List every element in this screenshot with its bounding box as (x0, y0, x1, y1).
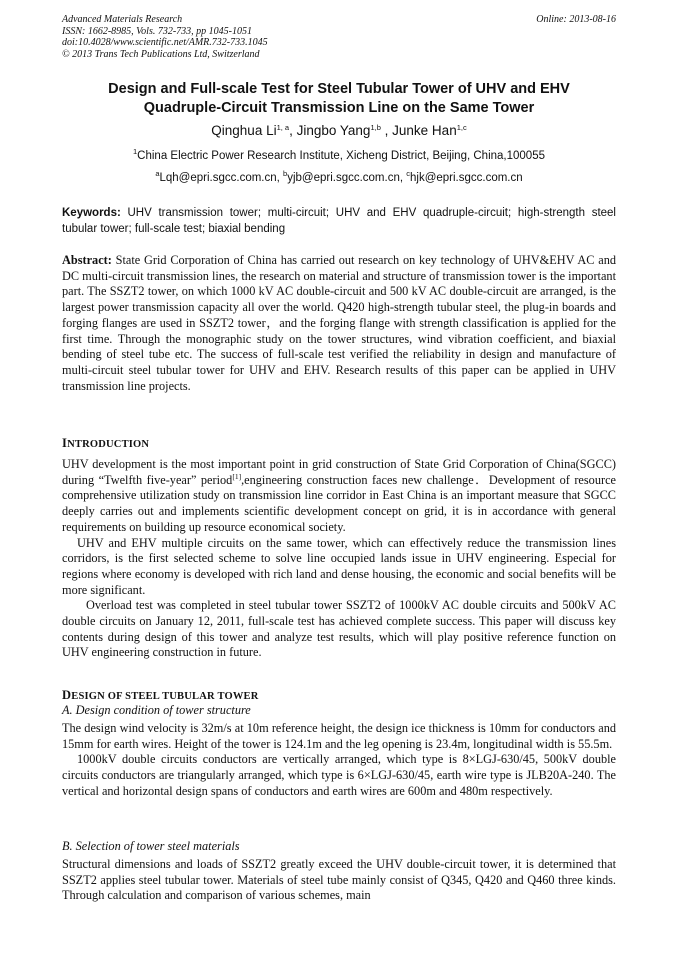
affiliation-mark: 1 (133, 147, 138, 156)
affiliation (62, 148, 616, 164)
email-link[interactable]: Lqh@epri.sgcc.com.cn, (159, 172, 284, 184)
paper-title-line-1: Design and Full-scale Test for Steel Tubular Tower of UHV and EHV (108, 81, 570, 97)
keywords-label: Keywords: (62, 207, 121, 219)
keywords (62, 206, 616, 237)
design-body-b (62, 857, 616, 904)
paragraph: UHV and EHV multiple circuits on the same tower, which can effectively reduce the transmission lines corridors, is the first selected scheme to solve line occupied lands issue in UHV engineering. Especial for regions where economy is developed with rich land and dense housing, the economic and social benefits will be more significant. (62, 535, 616, 597)
abstract-label: Abstract: (62, 253, 112, 267)
journal-doi: doi:10.4028/www.scientific.net/AMR.732-733.1045 (62, 37, 268, 48)
subsection-heading-b: B. Selection of tower steel materials (62, 839, 240, 853)
keywords-text: UHV transmission tower; multi-circuit; UHV and EHV quadruple-circuit; high-strength steel tubular tower; full-scale test; biaxial bending (62, 207, 616, 235)
author-list: Qinghua Li$^{1, a}$, Jingbo Yang$^{1,b}$ , Junke Han$^{1,c}$ (211, 123, 467, 138)
author-name: Qinghua Li (211, 123, 277, 138)
journal-copyright: © 2013 Trans Tech Publications Ltd, Switzerland (62, 48, 260, 60)
author-name: Jingbo Yang (296, 123, 371, 138)
author-affil-mark: 1, a (276, 123, 290, 132)
paper-title (62, 80, 616, 118)
abstract (62, 253, 616, 394)
author-affil-mark: 1,b (370, 123, 381, 132)
abstract-text: State Grid Corporation of China has carried out research on key technology of UHV&EHV AC and DC multi-circuit transmission lines, the research on material and structure of transmission tower is the important part. The SSZT2 tower, on which 1000 kV AC double-circuit and 500 kV AC double-circuit are arranged, is the largest power transmission capacity all over the world. Q420 high-strength tubular steel, the plug-in boards and forging flanges are used in SSZT2 tower，and the forging flange with strength classification is applied for the first time. Through the monographic study on the tower structures, wind vibration coefficient, and biaxial bending of steel tube etc. The success of full-scale test verified the reliability in design and manufacture of multi-circuit steel tubular tower for UHV and EHV. Research results of this paper can be applied in UHV transmission line projects. (62, 253, 616, 393)
paragraph-text: ,engineering construction faces new challenge．Development of resource comprehensive utilization study on transmission line corridor in East China is an important measure that SGCC deeply carries out and implements scientific development concept on grid, it is in accordance with general requirements on building up resource economical society. (62, 472, 616, 534)
section-heading-introduction (62, 436, 616, 452)
paragraph: The design wind velocity is 32m/s at 10m reference height, the design ice thickness is 10mm for conductors and 15mm for earth wires. Height of the tower is 124.1m and the leg opening is 23.4m, longitudinal width is 55.5m. (62, 721, 616, 751)
journal-name: Advanced Materials Research (62, 14, 183, 25)
online-date: Online: 2013-08-16 (536, 14, 616, 25)
paper-title-line-2: Quadruple-Circuit Transmission Line on the Same Tower (143, 100, 535, 116)
introduction-body (62, 457, 616, 661)
citation-ref[interactable]: [1] (232, 471, 242, 481)
heading-initial: D (62, 688, 72, 702)
journal-header (62, 14, 616, 60)
heading-initial: I (62, 436, 68, 450)
section-heading-design (62, 688, 616, 704)
paragraph: Overload test was completed in steel tubular tower SSZT2 of 1000kV AC double circuits and 500kV AC double circuits on January 12, 2011, full-scale test has achieved complete success. This paper will discuss key contents during design of this tower and analyze test results, which will play positive reference function on UHV engineering construction in future. (62, 598, 616, 660)
email-mark: a (155, 169, 160, 178)
author-name: Junke Han (392, 123, 457, 138)
email-mark: c (406, 169, 410, 178)
subsection-heading-a: A. Design condition of tower structure (62, 703, 251, 717)
design-body-a (62, 721, 616, 800)
paragraph (62, 457, 616, 536)
email-link[interactable]: yjb@epri.sgcc.com.cn, (287, 172, 407, 184)
email-link[interactable]: hjk@epri.sgcc.com.cn (410, 172, 523, 184)
heading-rest: ESIGN OF STEEL TUBULAR TOWER (71, 691, 259, 702)
heading-rest: NTRODUCTION (67, 439, 150, 450)
journal-issn: ISSN: 1662-8985, Vols. 732-733, pp 1045-1051 (62, 25, 252, 37)
author-affil-mark: 1,c (456, 123, 467, 132)
paragraph: Structural dimensions and loads of SSZT2 greatly exceed the UHV double-circuit tower, it is determined that SSZT2 applies steel tubular tower. Materials of steel tube mainly consist of Q345, Q420 and Q460 three kinds. Through calculation and comparison of various schemes, main (62, 857, 616, 903)
author-emails (62, 170, 616, 186)
affiliation-text: China Electric Power Research Institute, Xicheng District, Beijing, China,100055 (137, 150, 545, 162)
email-mark: b (283, 169, 288, 178)
paragraph-text: UHV development is the most important point in grid construction of State Grid Corporation of China(SGCC) during “Twelfth five-year” period (62, 457, 616, 487)
paragraph: 1000kV double circuits conductors are vertically arranged, which type is 8×LGJ-630/45, 500kV double circuits conductors are triangularly arranged, which type is 6×LGJ-630/45, earth wire type is JLB20A-240. The vertical and horizontal design spans of conductors and earth wires are 600m and 480m respectively. (62, 752, 616, 798)
